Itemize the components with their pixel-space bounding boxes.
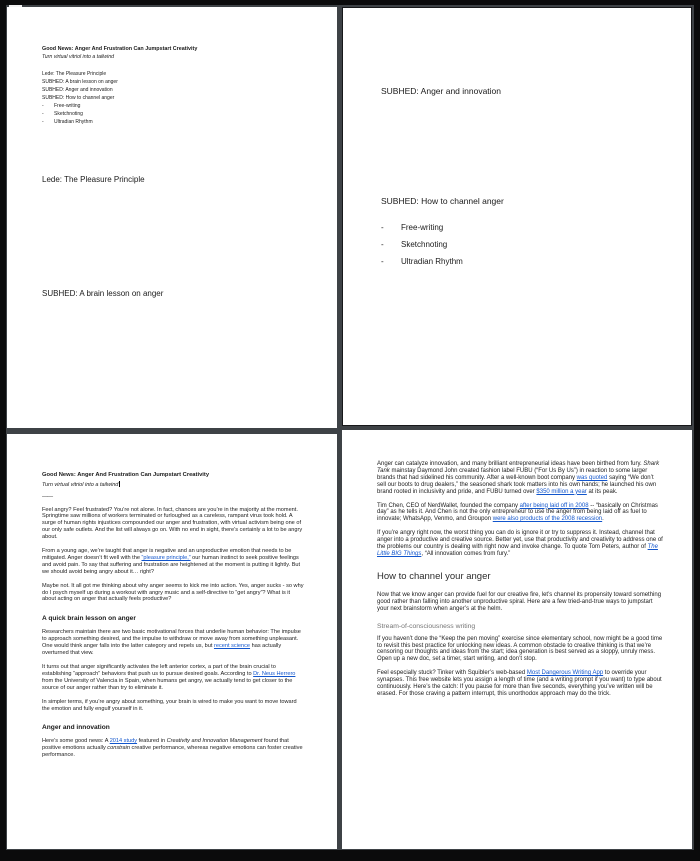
text-segment: From a young age, we’re taught that anger is negative and an unproductive emotion that needs to be mitigated. Anger doesn’t fit well with the xyxy=(42,548,292,561)
doc-title: Good News: Anger And Frustration Can Jumpstart Creativity xyxy=(42,46,198,52)
section-heading-anger-innovation: SUBHED: Anger and innovation xyxy=(381,86,502,96)
bullet-marker: - xyxy=(381,257,384,266)
article-doc-page-1[interactable] xyxy=(7,434,337,849)
doc-subtitle: Turn virtual vitriol into a tailwind xyxy=(42,54,114,60)
outline-bullet-list xyxy=(381,219,667,270)
text-segment: at its peak. xyxy=(586,488,618,495)
paragraph xyxy=(42,738,305,759)
paragraph: Maybe not. It all got me thinking about why anger seems to kick me into action. Yes, anger sucks - so why do I psych myself up during a workout with angry music and a self-directive to “get angry”? What is it about acting on anger that actually feels productive? xyxy=(42,582,304,603)
text-segment: has actually overturned that view. xyxy=(42,643,282,657)
text-segment: constrain xyxy=(107,745,130,752)
bullet-marker: - xyxy=(42,111,44,117)
list-item xyxy=(381,253,667,270)
outline-line: SUBHED: How to channel anger xyxy=(42,95,115,101)
bullet-label: Free-writing xyxy=(54,103,81,109)
text-segment: creative performance, whereas negative emotions can foster creative performance. xyxy=(42,745,303,759)
heading-anger-innovation: Anger and innovation xyxy=(42,724,110,732)
paragraph: In simpler terms, if you’re angry about something, your brain is wired to make you want to move toward the emotion and fully engulf yourself in it. xyxy=(42,698,297,712)
text-cursor xyxy=(119,481,120,487)
text-segment: Anger can catalyze innovation, and many brilliant entrepreneurial ideas have been birthed from fury. xyxy=(377,461,644,467)
paragraph xyxy=(42,548,305,576)
paragraph: Now that we know anger can provide fuel for our creative fire, let’s channel its propensity toward something good rather than falling into another unproductive spiral. Here are a few tried-and-true ways to jumpstart your next brainstorm when anger’s at the helm. xyxy=(377,591,662,612)
text-segment: featured in xyxy=(137,738,167,745)
bullet-label: Sketchnoting xyxy=(54,111,83,117)
outline-doc-page-1[interactable] xyxy=(7,7,337,428)
text-segment: It turns out that anger significantly activates the left anterior cortex, a part of the brain crucial to establishing “approach” behaviors that push us to pursue desired goals. According to xyxy=(42,664,276,677)
outline-line: SUBHED: Anger and innovation xyxy=(42,87,113,93)
bullet-label: Sketchnoting xyxy=(401,240,448,249)
list-item xyxy=(381,236,667,253)
text-segment: our human instinct to seek positive feelings and avoid pain. To say that suffering and frustration are heightened at the moment is putting it lightly. But we should avoid being angry about it… right? xyxy=(42,554,301,575)
text-segment: Here’s some good news: A xyxy=(42,738,110,745)
article-doc-page-2[interactable] xyxy=(342,430,692,849)
bullet-marker: - xyxy=(42,103,44,109)
text-segment: . xyxy=(602,516,604,523)
paragraph: Feel angry? Feel frustrated? You’re not alone. In fact, chances are you’re in the majority at the moment. Springtime saw millions of workers terminated or furloughed as a careless, rampant virus took hold. A surge of human rights injustices compounded our anger and frustration, with virtual activism being one of our only safe outlets. And the list will always go on. With no end in sight, there’s certainly a lot to be angry about. xyxy=(42,506,303,541)
outline-list xyxy=(42,70,311,102)
text-link[interactable]: were also products of the 2008 recession xyxy=(492,516,603,523)
text-segment: If you’re angry right now, the worst thing you can do is ignore it or try to suppress it. Instead, channel that anger into a productive and creative source. Better yet, use that productivity and creativity to address one of the problems our country is dealing with right now and invoke change. To quote Tom Peters, author of xyxy=(377,530,663,551)
text-segment: from the University of Valencia in Spain, when humans get angry, we actually tend to get closer to the source of our anger rather than try to eliminate it. xyxy=(42,677,293,691)
bullet-marker: - xyxy=(381,240,384,249)
outline-line: SUBHED: A brain lesson on anger xyxy=(42,79,118,85)
divider-dashes: —— xyxy=(42,493,53,500)
section-heading-channel-anger: SUBHED: How to channel anger xyxy=(381,196,504,206)
text-link[interactable]: The Little BIG Things xyxy=(377,544,658,557)
section-heading-brain-lesson: SUBHED: A brain lesson on anger xyxy=(42,289,164,298)
paragraph xyxy=(377,530,664,558)
text-link[interactable]: recent science xyxy=(213,643,251,650)
list-item xyxy=(42,118,311,126)
article-page-1-content xyxy=(42,472,305,759)
text-link[interactable]: “pleasure principle,” xyxy=(141,554,191,561)
list-item xyxy=(42,102,311,110)
bullet-label: Ultradian Rhythm xyxy=(54,119,93,125)
text-segment: to override your synapses. This free website lets you assign a length of time (and a writing prompt if you want) to type about continuously. Here’s the catch: If you pause for more than five seconds, everything you’ve written will be erased. For those craving a pattern interrupt, this unorthodox approach may do the trick. xyxy=(377,670,662,697)
outline-doc-page-2[interactable] xyxy=(342,7,692,426)
bullet-marker: - xyxy=(381,223,384,232)
paragraph xyxy=(377,670,664,698)
text-segment: , “All innovation comes from fury.” xyxy=(421,550,511,557)
outline-line: Lede: The Pleasure Principle xyxy=(42,71,107,77)
bullet-label: Ultradian Rhythm xyxy=(401,257,463,266)
paragraph xyxy=(377,461,664,496)
text-segment: -- “basically on Christmas day” as he tells it. And Chen is not the only entrepreneur to use the anger from being laid off as fuel to innovate; WhatsApp, Venmo, and Groupon xyxy=(377,502,658,523)
text-segment: mainstay Daymond John created fashion label FUBU (“For Us By Us”) in reaction to some larger brands that had sidelined his community. After a well-known boot company xyxy=(377,467,648,481)
text-segment: found that positive emotions actually xyxy=(42,738,289,752)
article-subtitle-text: Turn virtual vitriol into a tailwind xyxy=(42,481,119,488)
bullet-marker: - xyxy=(42,119,44,125)
text-segment: saying “We don’t sell our boots to drug dealers,” the seasoned shark took matters into his own hands; he launched his own brand rooted in inclusivity and pride, and FUBU turned over xyxy=(377,474,657,495)
heading-how-to-channel-anger: How to channel your anger xyxy=(377,570,491,582)
list-item xyxy=(42,110,311,118)
text-link[interactable]: after being laid off in 2008 xyxy=(519,502,589,509)
text-link[interactable]: Dr. Neus Herrero xyxy=(253,670,296,677)
bullet-label: Free-writing xyxy=(401,223,444,232)
paragraph: If you haven’t done the “Keep the pen moving” exercise since elementary school, now might be a good time to revisit this best practice for unlocking new ideas. A common obstacle to creative thinking is that we’re censoring our thoughts and ideas from the start; idea generation is best served as a sloppy, unruly mess. Open up a new doc, set a timer, start writing, and don’t stop. xyxy=(377,635,663,663)
text-link[interactable]: 2014 study xyxy=(109,738,138,745)
paragraph xyxy=(42,664,305,692)
text-link[interactable]: $350 million a year xyxy=(536,488,587,495)
text-link[interactable]: Most Dangerous Writing App xyxy=(526,670,604,677)
text-link[interactable]: was quoted xyxy=(576,474,608,481)
article-subtitle xyxy=(42,481,305,488)
text-segment: Researchers maintain there are two basic motivational forces that underlie human behavior: The impulse to approach something desired, and the impulse to withdraw or move away from something unpleasant. One would think anger falls into the latter category and repels us, but xyxy=(42,629,301,650)
text-segment: Shark Tank xyxy=(377,461,660,474)
text-segment: Creativity and Innovation Management xyxy=(166,738,263,745)
article-page-2-content xyxy=(377,461,664,705)
section-heading-lede: Lede: The Pleasure Principle xyxy=(42,175,145,184)
paragraph xyxy=(42,629,305,657)
list-item xyxy=(381,219,667,236)
heading-brain-lesson: A quick brain lesson on anger xyxy=(42,615,136,623)
paragraph xyxy=(377,503,664,524)
subheading-stream-of-consciousness: Stream-of-consciousness writing xyxy=(377,622,476,630)
outline-bullet-list xyxy=(42,102,311,126)
text-segment: Feel especially stuck? Tinker with Squibler’s web-based xyxy=(377,670,527,677)
text-segment: Tim Chen, CEO of NerdWallet, founded the company xyxy=(377,502,520,509)
article-title: Good News: Anger And Frustration Can Jumpstart Creativity xyxy=(42,472,210,478)
